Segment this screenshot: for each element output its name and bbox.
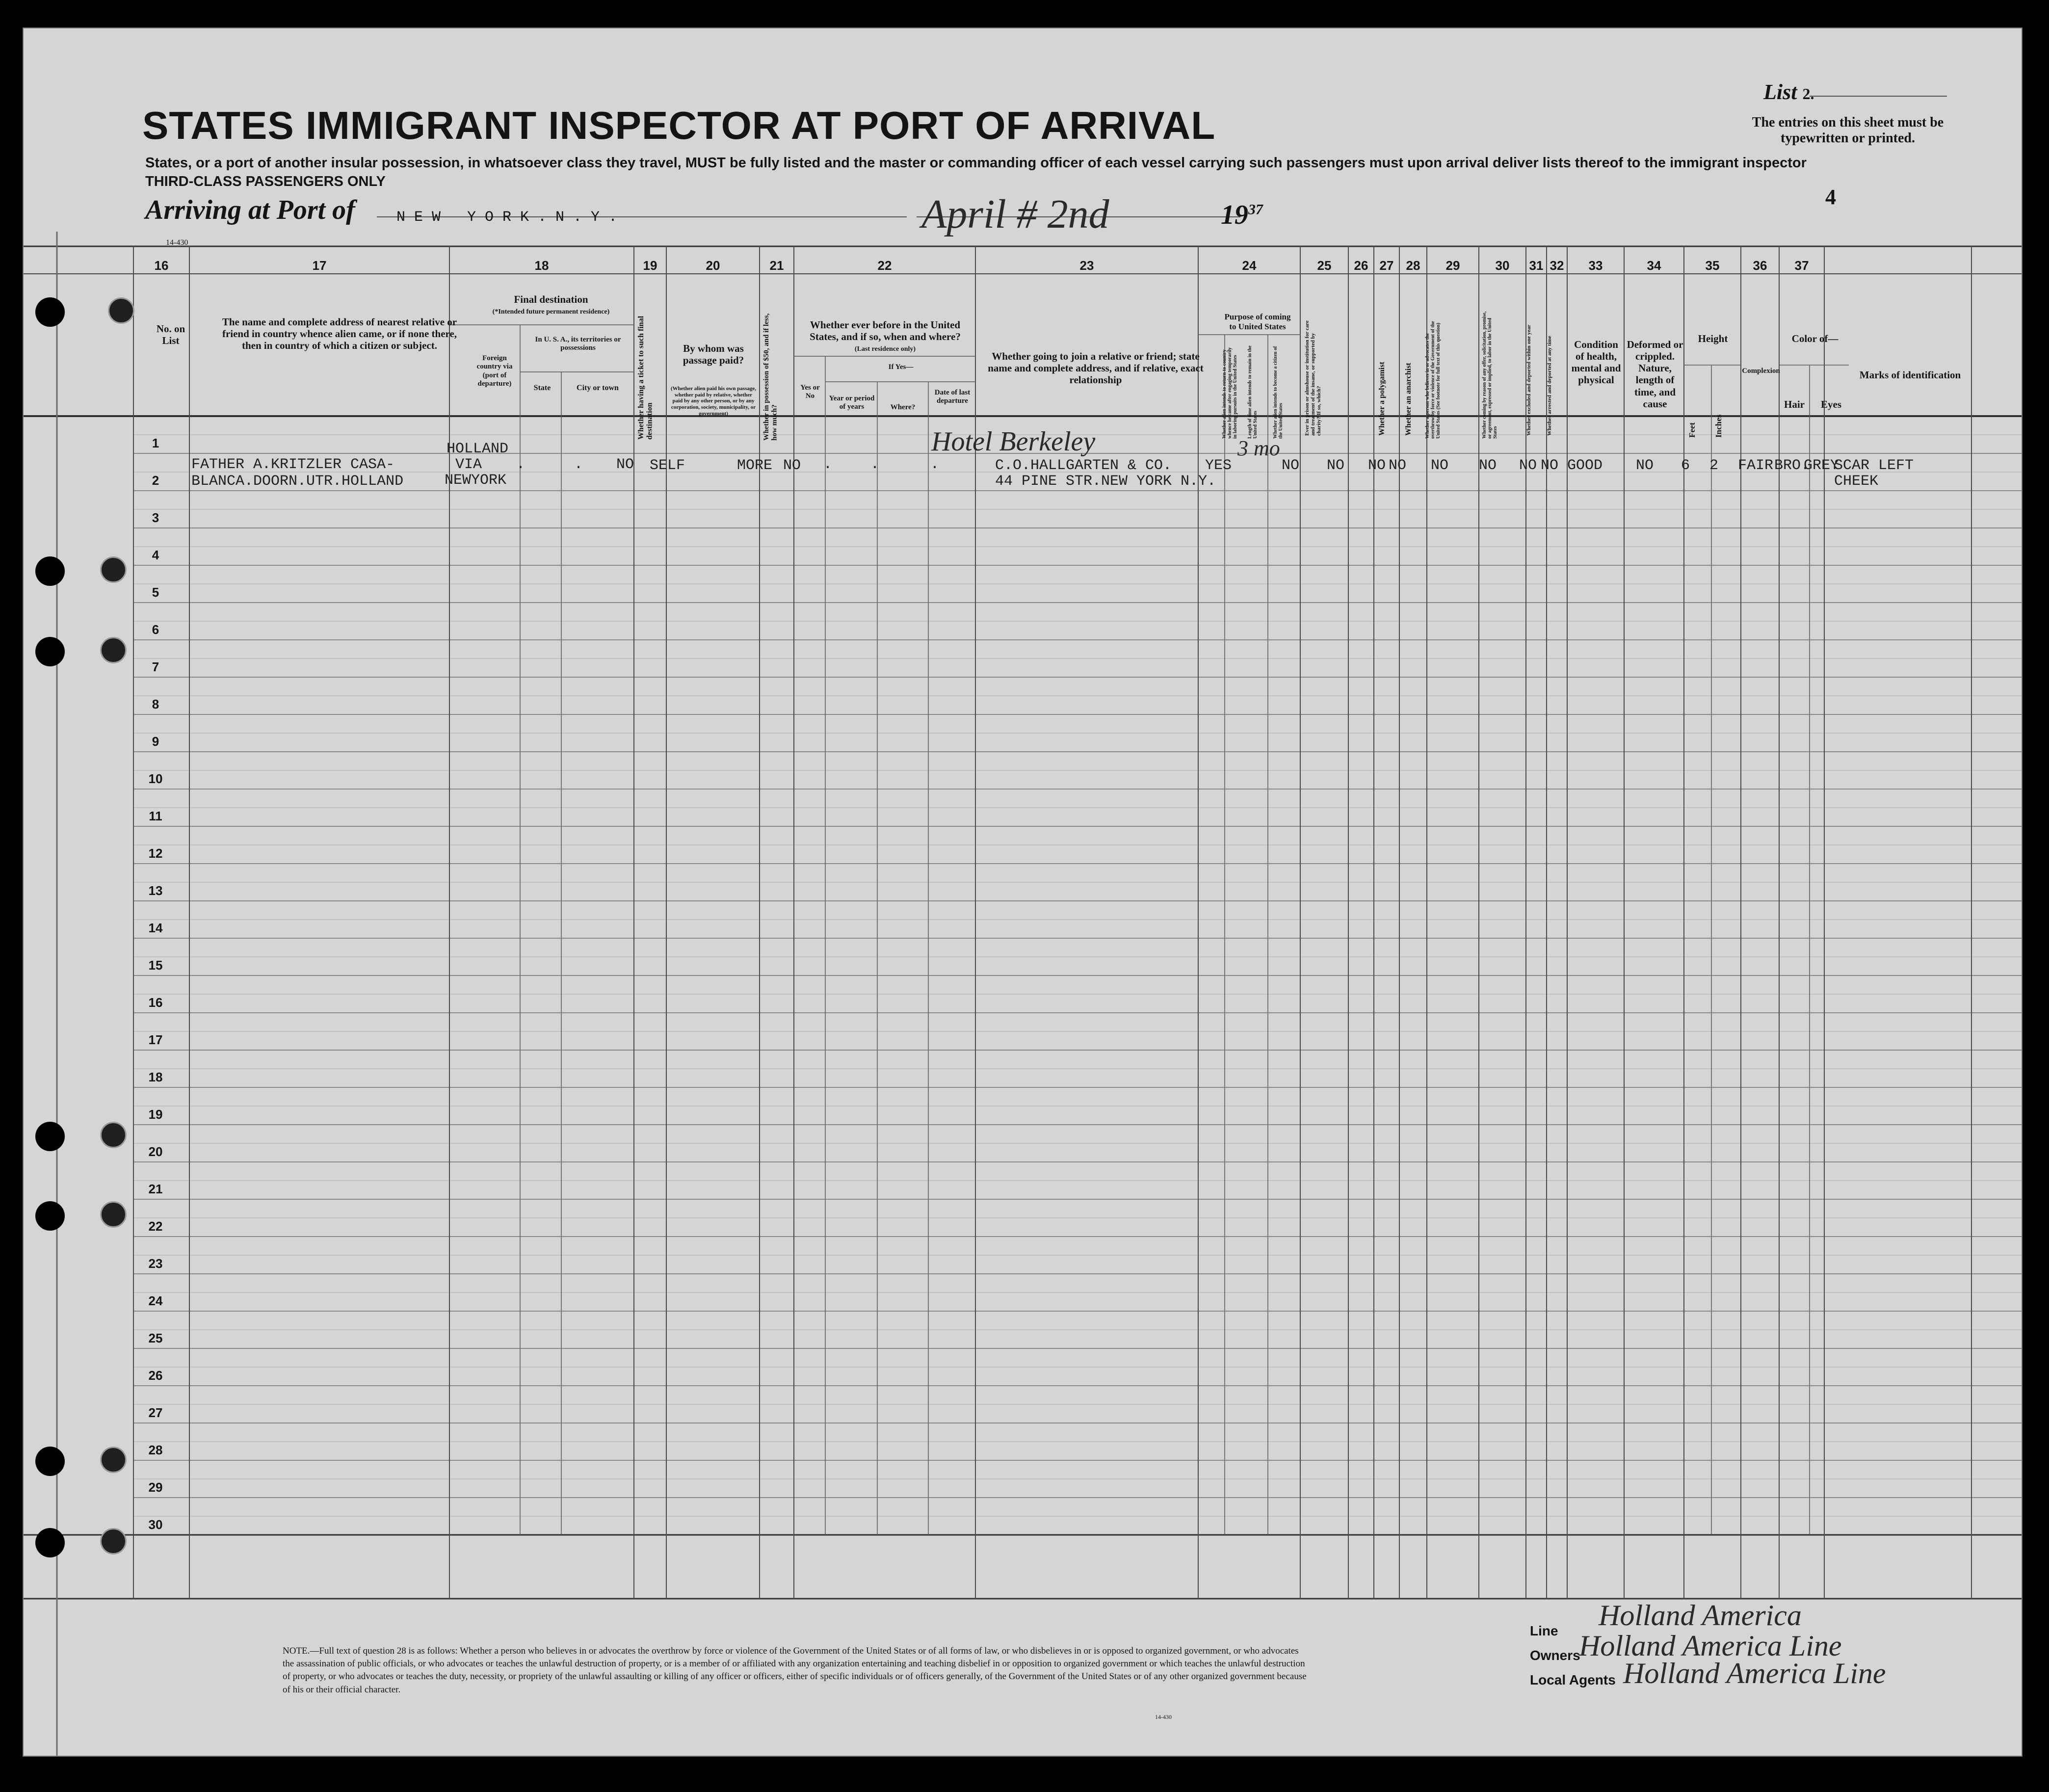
row-number: 13 xyxy=(148,883,163,898)
row-number: 16 xyxy=(148,995,163,1010)
header-final-destination: Final destination xyxy=(514,293,588,305)
arriving-label: Arriving at Port of xyxy=(145,195,355,225)
ticket-value: NO xyxy=(616,456,634,473)
punch-hole xyxy=(100,1528,127,1555)
row-number: 21 xyxy=(148,1182,163,1196)
header-prison: Ever in prison or almshouse or institution for care and treatment of the insane, or supported by charity? If so, which? xyxy=(1304,320,1322,436)
passage-value: SELF xyxy=(650,457,685,474)
column-number: 24 xyxy=(1242,258,1257,273)
page-number: 4 xyxy=(1825,185,1836,209)
column-number: 37 xyxy=(1794,258,1809,273)
row-number: 1 xyxy=(152,436,159,450)
foreign-country-line3: NEWYORK xyxy=(445,472,507,489)
owners-label: Owners xyxy=(1530,1648,1580,1663)
agents-label: Local Agents xyxy=(1530,1672,1616,1687)
last-departure-value: . xyxy=(930,456,940,473)
header-if-yes: If Yes— xyxy=(888,363,914,371)
row-number: 5 xyxy=(152,585,159,600)
marks-line2: CHEEK xyxy=(1834,473,1879,490)
row-number: 17 xyxy=(148,1032,163,1047)
header-excluded: Whether excluded and deported within one year xyxy=(1526,324,1532,436)
header-no-on-list: No. on List xyxy=(156,323,185,347)
column-number: 20 xyxy=(706,258,720,273)
year-suffix: 37 xyxy=(1248,201,1263,218)
column-number: 32 xyxy=(1550,258,1564,273)
header-purpose-return: Whether alien intends to return to country whence he came after engaging temporarily in laboring pursuits in the United States xyxy=(1222,347,1238,439)
header-where: Where? xyxy=(890,403,916,411)
header-deported: Whether arrested and deported at any time xyxy=(1547,336,1552,436)
punch-hole xyxy=(35,1122,65,1151)
list-number xyxy=(1763,79,1814,105)
column-number: 36 xyxy=(1753,258,1767,273)
row-number: 30 xyxy=(148,1517,163,1532)
prison-value: NO xyxy=(1327,457,1345,474)
header-feet: Feet xyxy=(1687,422,1697,438)
header-last-departure: Date of last departure xyxy=(934,389,971,405)
list-label: List xyxy=(1763,80,1797,104)
punch-hole xyxy=(35,1447,65,1476)
column-number: 16 xyxy=(154,258,169,273)
typewritten-note: The entries on this sheet must be typewritten or printed. xyxy=(1752,115,1944,146)
header-ticket: Whether having a ticket to such final destination xyxy=(637,316,654,440)
header-yes-no: Yes or No xyxy=(800,384,820,400)
marks-line1: SCAR LEFT xyxy=(1834,457,1914,474)
punch-hole xyxy=(100,556,127,583)
health-value: GOOD xyxy=(1567,457,1603,474)
header-inches: Inches xyxy=(1714,414,1723,438)
header-polygamist: Whether a polygamist xyxy=(1378,362,1386,436)
before-us-value: NO xyxy=(783,457,801,474)
money-value: MORE xyxy=(737,457,773,474)
row-number: 14 xyxy=(148,921,163,935)
complexion-value: FAIR xyxy=(1738,457,1774,474)
row-number: 18 xyxy=(148,1070,163,1084)
column-number: 26 xyxy=(1354,258,1368,273)
header-in-usa: In U. S. A., its territories or possessions xyxy=(535,336,621,352)
join-line1: C.O.HALLGARTEN & CO. xyxy=(995,457,1172,474)
column-number: 17 xyxy=(312,258,327,273)
header-deformed: Deformed or crippled. Nature, length of time, and cause xyxy=(1627,339,1683,410)
header-money: Whether in possession of $50, and if less, how much? xyxy=(762,313,779,441)
join-line2: 44 PINE STR.NEW YORK N.Y. xyxy=(995,473,1216,490)
eyes-value: GREY xyxy=(1804,457,1839,474)
header-become-citizen: Whether alien intends to become a citizen of the United States xyxy=(1273,346,1284,439)
row-number: 9 xyxy=(152,734,159,749)
row-number: 25 xyxy=(148,1331,163,1345)
punch-hole xyxy=(100,1447,127,1473)
join-handwritten: Hotel Berkeley xyxy=(931,426,1096,457)
row-number: 11 xyxy=(149,809,162,823)
header-instructions: States, or a port of another insular possession, in whatsoever class they travel, MUST be fully listed and the master or commanding officer of each vessel carrying such passengers must upon arrival deliver lists thereof to the immigrant inspector xyxy=(145,155,1807,171)
row-number: 26 xyxy=(148,1368,163,1383)
length-stay-handwritten: 3 mo xyxy=(1237,436,1280,460)
header-health: Condition of health, mental and physical xyxy=(1571,339,1621,386)
row-number: 24 xyxy=(148,1293,163,1308)
column-number: 25 xyxy=(1317,258,1332,273)
header-color-of: Color of— xyxy=(1791,333,1839,344)
list-value: 2. xyxy=(1802,85,1814,103)
anarchist-value: NO xyxy=(1389,457,1407,474)
header-length-stay: Length of time alien intends to remain in the United States xyxy=(1247,345,1258,439)
form-number-bottom: 14-430 xyxy=(1155,1713,1172,1720)
polygamist-value: NO xyxy=(1368,457,1386,474)
row-number: 27 xyxy=(148,1405,163,1420)
row-number: 15 xyxy=(148,958,163,973)
line-signature: Holland America xyxy=(1599,1599,1802,1632)
overthrow-value: NO xyxy=(1431,457,1449,474)
header-city: City or town xyxy=(577,384,619,392)
column-number: 28 xyxy=(1406,258,1420,273)
row-number: 19 xyxy=(148,1107,163,1122)
row-number: 8 xyxy=(152,697,159,712)
foreign-country-line2: VIA xyxy=(455,456,482,473)
column-number: 35 xyxy=(1705,258,1720,273)
relative-address-line2: BLANCA.DOORN.UTR.HOLLAND xyxy=(191,473,404,490)
header-final-destination-note: (*Intended future permanent residence) xyxy=(492,308,610,316)
column-number: 29 xyxy=(1445,258,1460,273)
row-number: 2 xyxy=(152,473,159,488)
footnote-question-28: NOTE.—Full text of question 28 is as follows: Whether a person who believes in or advocates the overthrow by force or violence of the Government of the United States or of all forms of law, or who disbelieves in or is opposed to organized government, or who advocates the assassination of public officials, or who advocates or teaches the unlawful destruction of property, or is a member of or affiliated with any organization entertaining and teaching disbelief in or opposition to organized government or which teaches the unlawful destruction of property, or who advocates or teaches the duty, necessity, or propriety of the unlawful assaulting or killing of any officer or officers, either of specific individuals or of officers generally, of the Government of the United States or of any other organized government because of his or their official character. xyxy=(283,1646,1307,1695)
row-number: 4 xyxy=(152,548,159,562)
header-foreign-country: Foreign country via (port of departure) xyxy=(476,354,513,388)
row-number: 7 xyxy=(152,659,159,674)
column-number: 34 xyxy=(1647,258,1661,273)
punch-hole xyxy=(35,297,65,327)
column-number: 30 xyxy=(1495,258,1510,273)
row-number: 10 xyxy=(148,771,163,786)
row-number: 3 xyxy=(152,510,159,525)
punch-hole xyxy=(100,1122,127,1148)
column-number: 18 xyxy=(534,258,549,273)
header-passage-note: (Whether alien paid his own passage, whether paid by relative, whether paid by any other person, or by any corporation, society, municipality, or government) xyxy=(671,386,756,417)
punch-hole xyxy=(100,637,127,663)
header-anarchist: Whether an anarchist xyxy=(1404,363,1413,436)
header-join-relative: Whether going to join a relative or friend; state name and complete address, and if relative, exact relationship xyxy=(988,350,1204,386)
header-year-period: Year or period of years xyxy=(829,395,875,411)
header-marks: Marks of identification xyxy=(1859,369,1961,381)
punch-hole xyxy=(35,637,65,666)
column-number: 21 xyxy=(769,258,784,273)
punch-hole xyxy=(35,1528,65,1557)
citizen-value: NO xyxy=(1282,457,1300,474)
header-height: Height xyxy=(1698,333,1728,344)
hair-value: BRO. xyxy=(1774,457,1810,474)
row-number: 28 xyxy=(148,1443,163,1457)
relative-address-line1: FATHER A.KRITZLER CASA- xyxy=(191,456,395,473)
port-of-arrival: NEW YORK.N.Y. xyxy=(396,209,627,226)
state-value: . xyxy=(516,456,525,473)
owners-signature: Holland America Line xyxy=(1579,1630,1842,1662)
header-nearest-relative: The name and complete address of nearest relative or friend in country whence alien came, or if none there, then in country of which a citizen or subject. xyxy=(222,316,457,352)
row-number: 22 xyxy=(148,1219,163,1234)
labor-offer-value: NO xyxy=(1479,457,1497,474)
column-number: 33 xyxy=(1588,258,1603,273)
where-value: . xyxy=(870,456,880,473)
punch-hole xyxy=(35,1201,65,1231)
deformed-value: NO xyxy=(1636,457,1654,474)
column-number: 19 xyxy=(643,258,657,273)
agents-signature: Holland America Line xyxy=(1623,1657,1886,1689)
purpose-return-value: YES xyxy=(1205,457,1232,474)
header-complexion: Complexion xyxy=(1742,367,1780,375)
row-number: 29 xyxy=(148,1480,163,1495)
year-prefix: 19 xyxy=(1221,200,1248,230)
punch-hole xyxy=(100,1201,127,1228)
header-last-residence: (Last residence only) xyxy=(854,345,916,353)
city-value: . xyxy=(574,456,583,473)
column-number: 27 xyxy=(1379,258,1394,273)
feet-value: 6 xyxy=(1681,457,1690,474)
header-labor-offer: Whether coming by reason of any offer, solicitation, promise, or agreement, expressed or implied, to labor in the United States xyxy=(1482,311,1498,439)
foreign-country-line1: HOLLAND xyxy=(447,441,509,457)
row-number: 23 xyxy=(148,1256,163,1271)
header-ever-before: Whether ever before in the United States, and if so, when and where? xyxy=(810,319,961,343)
column-number: 22 xyxy=(877,258,892,273)
header-passage-paid: By whom was passage paid? xyxy=(683,343,744,367)
arrival-date: April # 2nd xyxy=(921,191,1109,237)
form-number-top: 14-430 xyxy=(166,238,188,247)
manifest-sheet xyxy=(23,27,2023,1757)
header-hair: Hair xyxy=(1784,398,1805,410)
page-title: STATES IMMIGRANT INSPECTOR AT PORT OF ARRIVAL xyxy=(142,104,1216,147)
row-number: 12 xyxy=(148,846,163,861)
deported-value: NO xyxy=(1541,457,1559,474)
header-state: State xyxy=(533,384,551,392)
table-grid xyxy=(24,28,2022,1756)
header-eyes: Eyes xyxy=(1821,398,1841,410)
excluded-value: NO xyxy=(1519,457,1537,474)
year-value: . xyxy=(823,456,833,473)
column-number: 23 xyxy=(1079,258,1094,273)
column-number: 31 xyxy=(1529,258,1544,273)
header-purpose: Purpose of coming to United States xyxy=(1224,312,1291,331)
passenger-class: THIRD-CLASS PASSENGERS ONLY xyxy=(145,174,386,189)
inches-value: 2 xyxy=(1709,457,1719,474)
header-overthrow: Whether a person who believes in or advocates the overthrow by force or violence of the Government of the United States (See footnote for full text of this question) xyxy=(1425,321,1441,439)
row-number: 6 xyxy=(152,622,159,637)
row-number: 20 xyxy=(148,1144,163,1159)
punch-hole xyxy=(108,297,134,324)
arrival-year xyxy=(1221,199,1263,231)
line-label: Line xyxy=(1530,1623,1558,1638)
punch-hole xyxy=(35,556,65,586)
